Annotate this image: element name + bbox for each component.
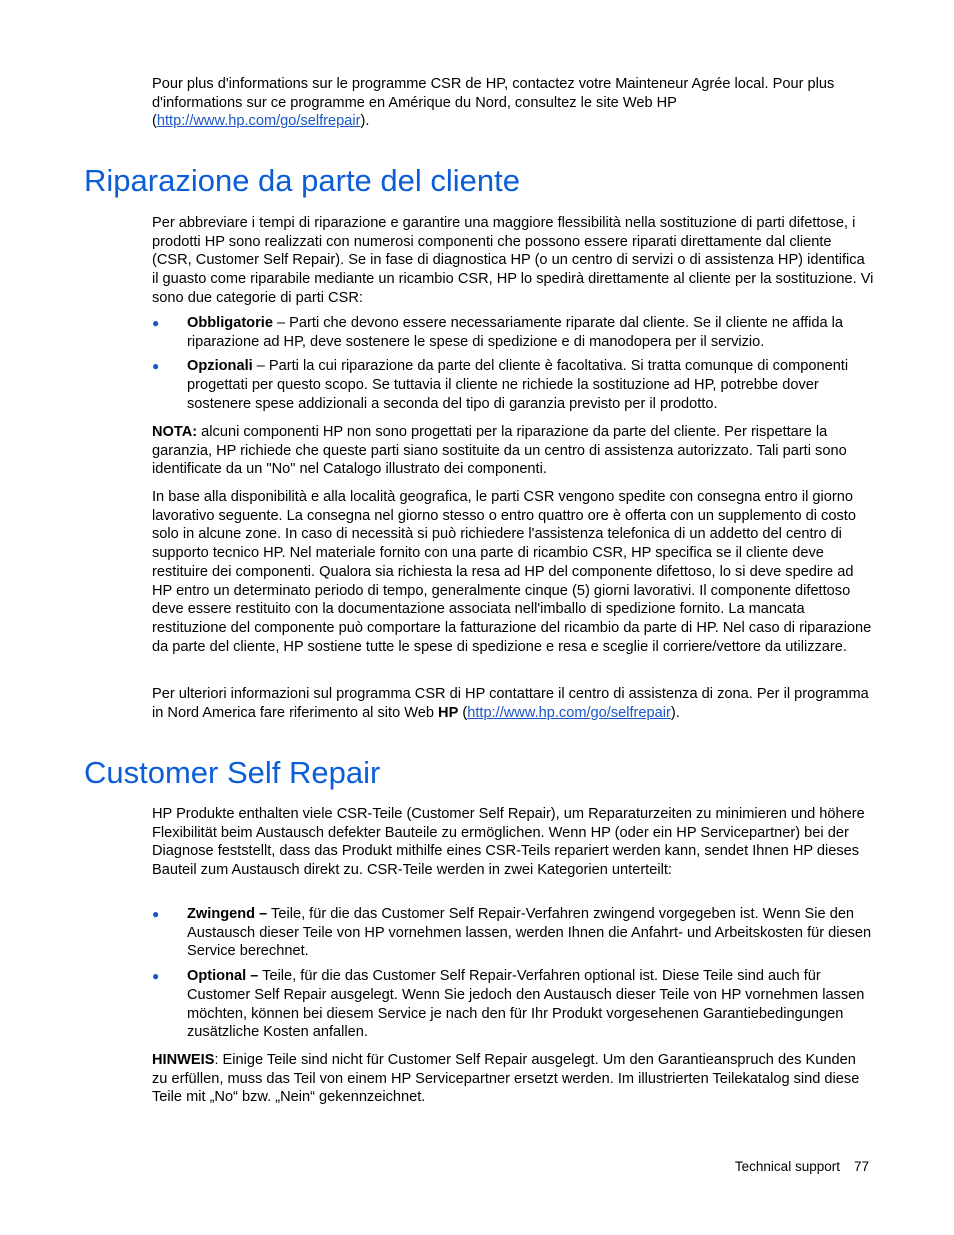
italian-bullet-obbligatorie	[152, 314, 874, 351]
note-text: : Einige Teile sind nicht für Customer Self Repair ausgelegt. Um den Garantieanspruch des Kunden zu erfüllen, muss das Teil von einem HP Servicepartner ersetzt werden. Im illustrierten Teilekatalog sind diese Teile mit „No“ bzw. „Nein“ gekennzeichnet.	[152, 1052, 860, 1106]
intro-suffix: ).	[360, 113, 370, 130]
bullet-text: – Parti che devono essere necessariamente riparate dal cliente. Se il cliente ne affida la riparazione ad HP, deve sostenere le spese di spedizione e di manodopera per il servizio.	[187, 315, 843, 350]
note-label: NOTA:	[152, 424, 198, 440]
bullet-text: – Parti la cui riparazione da parte del cliente è facoltativa. Si tratta comunque di componenti progettati per questo scopo. Se tuttavia il cliente ne richiede la sostituzione ad HP, potrebbe dover sostenere spese addizionali a seconda del tipo di garanzia previsto per il prodotto.	[187, 358, 849, 412]
italian-heading: Riparazione da parte del cliente	[84, 163, 520, 198]
italian-selfrepair-link[interactable]: http://www.hp.com/go/selfrepair	[467, 704, 671, 721]
note-label: HINWEIS	[152, 1052, 215, 1068]
bullet-label: Opzionali	[187, 358, 253, 375]
italian-paragraph-3	[152, 685, 874, 722]
bullet-label: Obbligatorie	[187, 315, 273, 331]
italian-paragraph-1: Per abbreviare i tempi di riparazione e garantire una maggiore flessibilità nella sostituzione di parti difettose, i prodotti HP sono realizzati con numerosi componenti che possono essere riparati direttamente dal cliente (CSR, Customer Self Repair). Se in fase di diagnostica HP (o un centro di servizi o di assistenza HP) identifica il guasto come riparabile mediante un ricambio CSR, HP lo spedirà direttamente al cliente per la sostituzione. Vi sono due categorie di parti CSR:	[152, 215, 874, 306]
intro-selfrepair-link[interactable]: http://www.hp.com/go/selfrepair	[156, 113, 361, 130]
para3-close: ).	[670, 704, 680, 721]
bullet-label: Zwingend –	[187, 906, 268, 922]
german-paragraph-1: HP Produkte enthalten viele CSR-Teile (Customer Self Repair), um Reparaturzeiten zu minimieren und höhere Flexibilität beim Austausch defekter Bauteile zu ermöglichen. Wenn HP (oder ein HP Servicepartner) bei der Diagnose feststellt, dass das Produkt mithilfe eines CSR-Teils repariert werden kann, sendet Ihnen HP dieses Bauteil zum Austausch direkt zu. CSR-Teile werden in zwei Kategorien unterteilt:	[152, 806, 865, 879]
bullet-icon: ●	[152, 969, 160, 984]
german-bullet-list	[152, 905, 874, 1048]
intro-paragraph	[152, 75, 874, 131]
german-bullet-zwingend	[152, 905, 874, 961]
german-heading: Customer Self Repair	[84, 755, 381, 790]
page-number: 77	[853, 1159, 869, 1174]
note-text: alcuni componenti HP non sono progettati per la riparazione da parte del cliente. Per rispettare la garanzia, HP richiede che queste parti siano sostituite da un centro di assistenza autorizzato. Tali parti sono identificate da un "No" nel Catalogo illustrato dei componenti.	[152, 424, 847, 478]
para3-open: (	[458, 704, 468, 721]
footer-section: Technical support	[734, 1159, 840, 1174]
bullet-text: Teile, für die das Customer Self Repair-Verfahren zwingend vorgegeben ist. Wenn Sie den Austausch dieser Teile von HP vornehmen lassen, werden Ihnen die Anfahrt- und Arbeitskosten für diesen Service berechnet.	[187, 906, 872, 960]
page-footer	[735, 1158, 869, 1176]
bullet-icon: ●	[152, 316, 160, 330]
bullet-icon: ●	[152, 359, 160, 374]
italian-bullet-list	[152, 314, 874, 420]
bullet-text: Teile, für die das Customer Self Repair-Verfahren optional ist. Diese Teile sind auch für Customer Self Repair ausgelegt. Wenn Sie jedoch den Austausch dieser Teile von HP vornehmen lassen möchten, können bei diesem Service je nach den für Ihr Produkt vorgesehenen Garantiebedingungen zusätzliche Kosten anfallen.	[187, 968, 865, 1041]
italian-paragraph-2: In base alla disponibilità e alla località geografica, le parti CSR vengono spedite con consegna entro il giorno lavorativo seguente. La consegna nel giorno stesso o entro quattro ore è offerta con un supplemento di costo solo in alcune zone. In caso di necessità si può richiedere l'assistenza telefonica di un addetto del centro di supporto tecnico HP. Nel materiale fornito con una parte di ricambio CSR, HP specifica se il cliente deve restituire dei componenti. Qualora sia richiesta la resa ad HP del componente difettoso, lo si deve spedire ad HP entro un determinato periodo di tempo, generalmente cinque (5) giorni lavorativi. Il componente difettoso deve essere restituito con la documentazione associata nell'imballo di spedizione fornito. La mancata restituzione del componente può comportare la fatturazione del ricambio da parte di HP. Nel caso di riparazione da parte del cliente, HP sostiene tutte le spese di spedizione e resa e sceglie il corriere/vettore da utilizzare.	[152, 489, 872, 655]
german-bullet-optional	[152, 967, 874, 1042]
italian-note	[152, 423, 874, 479]
italian-bullet-opzionali	[152, 357, 874, 413]
intro-text: Pour plus d'informations sur le programme CSR de HP, contactez votre Mainteneur Agrée local. Pour plus d'informations sur ce programme en Amérique du Nord, consultez le site Web HP (	[152, 76, 835, 130]
bullet-icon: ●	[152, 907, 160, 921]
bullet-label: Optional –	[187, 968, 259, 985]
para3-bold: HP	[438, 704, 459, 721]
german-note	[152, 1051, 874, 1107]
para3-text: Per ulteriori informazioni sul programma CSR di HP contattare il centro di assistenza di zona. Per il programma in Nord America fare riferimento al sito Web	[152, 686, 869, 721]
